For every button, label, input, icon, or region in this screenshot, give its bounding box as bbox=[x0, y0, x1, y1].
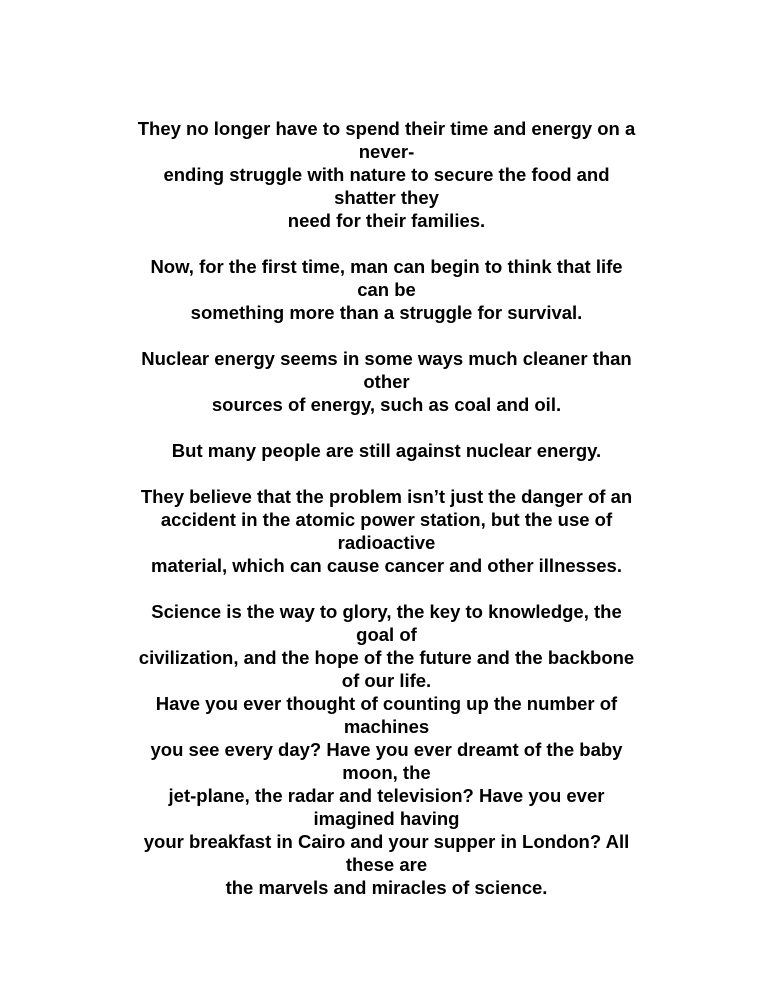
text-line: need for their families. bbox=[287, 210, 486, 231]
text-line: But many people are still against nuclear energy. bbox=[171, 440, 602, 461]
text-line: goal of bbox=[356, 624, 417, 645]
text-line: sources of energy, such as coal and oil. bbox=[211, 394, 562, 415]
text-line: Science is the way to glory, the key to knowledge, the bbox=[151, 601, 622, 622]
text-line: moon, the bbox=[342, 762, 431, 783]
text-line: the marvels and miracles of science. bbox=[225, 877, 548, 898]
paragraph-4 bbox=[0, 439, 773, 462]
text-line: civilization, and the hope of the future and the backbone bbox=[138, 647, 635, 668]
text-line: something more than a struggle for survival. bbox=[190, 302, 583, 323]
text-line: shatter they bbox=[334, 187, 439, 208]
paragraph-1 bbox=[0, 117, 773, 232]
text-line: They believe that the problem isn’t just the danger of an bbox=[140, 486, 633, 507]
text-line: ending struggle with nature to secure the food and bbox=[163, 164, 610, 185]
text-line: of our life. bbox=[341, 670, 432, 691]
text-line: Nuclear energy seems in some ways much cleaner than bbox=[141, 348, 632, 369]
text-line: Now, for the first time, man can begin to think that life bbox=[150, 256, 623, 277]
paragraph-7 bbox=[0, 692, 773, 899]
text-line: Have you ever thought of counting up the number of bbox=[155, 693, 618, 714]
document-page bbox=[0, 117, 773, 899]
text-line: you see every day? Have you ever dreamt of the baby bbox=[150, 739, 623, 760]
text-line: radioactive bbox=[337, 532, 436, 553]
paragraph-2 bbox=[0, 255, 773, 324]
text-line: your breakfast in Cairo and your supper in London? All bbox=[143, 831, 630, 852]
text-line: machines bbox=[343, 716, 430, 737]
text-line: accident in the atomic power station, but the use of bbox=[160, 509, 613, 530]
text-line: They no longer have to spend their time and energy on a bbox=[137, 118, 636, 139]
text-line: these are bbox=[345, 854, 428, 875]
paragraph-5 bbox=[0, 485, 773, 577]
text-line: material, which can cause cancer and other illnesses. bbox=[151, 555, 622, 576]
text-line: never- bbox=[358, 141, 415, 162]
paragraph-3 bbox=[0, 347, 773, 416]
text-line: imagined having bbox=[313, 808, 460, 829]
text-line: jet-plane, the radar and television? Have you ever bbox=[168, 785, 605, 806]
text-line: other bbox=[363, 371, 410, 392]
text-line: can be bbox=[357, 279, 416, 300]
paragraph-6 bbox=[0, 600, 773, 692]
